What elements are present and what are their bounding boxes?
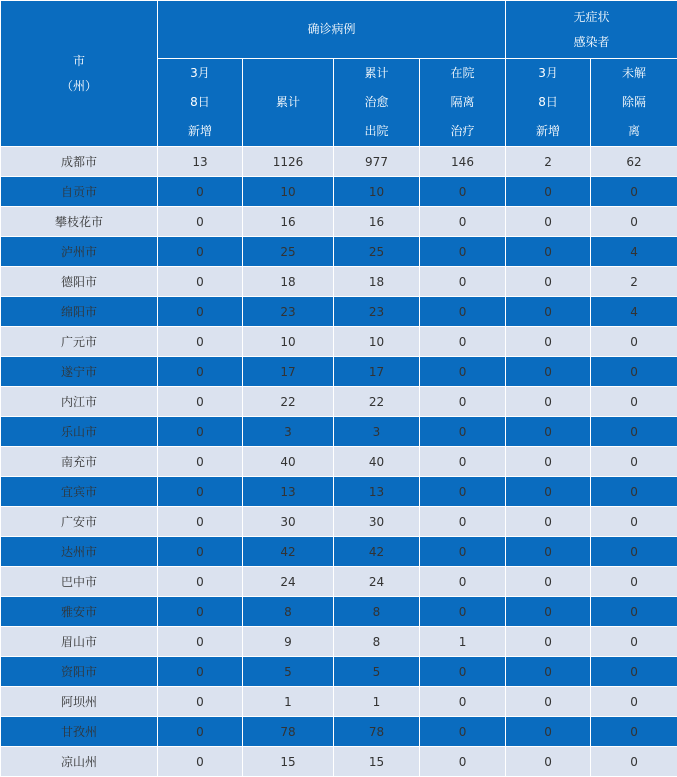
cell-city: 自贡市 bbox=[1, 177, 158, 207]
cell-total: 23 bbox=[243, 297, 334, 327]
cell-asym-new: 0 bbox=[506, 597, 591, 627]
table-row bbox=[1, 147, 677, 177]
table-row bbox=[1, 657, 677, 687]
cell-city: 泸州市 bbox=[1, 237, 158, 267]
cell-recovered: 8 bbox=[334, 627, 420, 657]
cell-asym-new: 0 bbox=[506, 687, 591, 717]
cell-new: 0 bbox=[158, 687, 243, 717]
cell-total: 3 bbox=[243, 417, 334, 447]
cell-city: 成都市 bbox=[1, 147, 158, 177]
table-body bbox=[1, 147, 677, 777]
cell-recovered: 5 bbox=[334, 657, 420, 687]
table-row bbox=[1, 237, 677, 267]
cell-asym-new: 0 bbox=[506, 387, 591, 417]
header-asymptomatic-label: 无症状 感染者 bbox=[573, 9, 610, 49]
cell-total: 9 bbox=[243, 627, 334, 657]
cell-recovered: 40 bbox=[334, 447, 420, 477]
cell-hospitalized: 0 bbox=[420, 657, 506, 687]
cell-recovered: 15 bbox=[334, 747, 420, 777]
cell-asym-new: 0 bbox=[506, 207, 591, 237]
cell-hospitalized: 0 bbox=[420, 537, 506, 567]
cell-asym-isolated: 0 bbox=[591, 477, 677, 507]
cell-asym-isolated: 0 bbox=[591, 537, 677, 567]
table-row bbox=[1, 447, 677, 477]
cell-total: 5 bbox=[243, 657, 334, 687]
table-row bbox=[1, 747, 677, 777]
cell-new: 0 bbox=[158, 717, 243, 747]
cell-city: 资阳市 bbox=[1, 657, 158, 687]
cell-asym-new: 0 bbox=[506, 267, 591, 297]
header-col-new: 3月 8日 新增 bbox=[158, 59, 243, 147]
cell-asym-isolated: 0 bbox=[591, 747, 677, 777]
cell-new: 0 bbox=[158, 237, 243, 267]
cell-hospitalized: 0 bbox=[420, 687, 506, 717]
cell-total: 25 bbox=[243, 237, 334, 267]
cell-city: 广安市 bbox=[1, 507, 158, 537]
cell-new: 0 bbox=[158, 327, 243, 357]
cell-asym-isolated: 0 bbox=[591, 177, 677, 207]
cell-asym-isolated: 0 bbox=[591, 387, 677, 417]
cell-asym-isolated: 0 bbox=[591, 447, 677, 477]
cell-asym-new: 0 bbox=[506, 237, 591, 267]
cell-city: 德阳市 bbox=[1, 267, 158, 297]
cell-hospitalized: 0 bbox=[420, 567, 506, 597]
cell-total: 1 bbox=[243, 687, 334, 717]
cell-new: 0 bbox=[158, 207, 243, 237]
cell-total: 15 bbox=[243, 747, 334, 777]
cell-hospitalized: 0 bbox=[420, 747, 506, 777]
cell-new: 0 bbox=[158, 627, 243, 657]
table-row bbox=[1, 207, 677, 237]
cell-hospitalized: 0 bbox=[420, 477, 506, 507]
cell-asym-new: 0 bbox=[506, 507, 591, 537]
cell-asym-isolated: 0 bbox=[591, 417, 677, 447]
cell-hospitalized: 146 bbox=[420, 147, 506, 177]
table-row bbox=[1, 177, 677, 207]
header-col-total: 累计 bbox=[243, 59, 334, 147]
cell-new: 0 bbox=[158, 447, 243, 477]
cell-asym-isolated: 4 bbox=[591, 237, 677, 267]
cell-new: 0 bbox=[158, 357, 243, 387]
cell-total: 30 bbox=[243, 507, 334, 537]
table-row bbox=[1, 327, 677, 357]
cell-asym-isolated: 0 bbox=[591, 327, 677, 357]
cell-asym-new: 0 bbox=[506, 717, 591, 747]
cell-asym-isolated: 2 bbox=[591, 267, 677, 297]
cell-asym-new: 0 bbox=[506, 297, 591, 327]
cell-asym-new: 0 bbox=[506, 357, 591, 387]
cell-hospitalized: 0 bbox=[420, 717, 506, 747]
cell-asym-isolated: 0 bbox=[591, 627, 677, 657]
cell-recovered: 8 bbox=[334, 597, 420, 627]
cell-recovered: 22 bbox=[334, 387, 420, 417]
cell-city: 攀枝花市 bbox=[1, 207, 158, 237]
header-col-asym-isolated: 未解 除隔 离 bbox=[591, 59, 677, 147]
cell-city: 达州市 bbox=[1, 537, 158, 567]
cell-hospitalized: 0 bbox=[420, 597, 506, 627]
cell-asym-new: 2 bbox=[506, 147, 591, 177]
cell-new: 13 bbox=[158, 147, 243, 177]
cell-asym-new: 0 bbox=[506, 747, 591, 777]
cell-asym-new: 0 bbox=[506, 447, 591, 477]
cell-new: 0 bbox=[158, 537, 243, 567]
cell-asym-isolated: 0 bbox=[591, 207, 677, 237]
cell-total: 1126 bbox=[243, 147, 334, 177]
header-city bbox=[1, 1, 158, 147]
cell-total: 10 bbox=[243, 327, 334, 357]
cell-hospitalized: 0 bbox=[420, 327, 506, 357]
cell-recovered: 13 bbox=[334, 477, 420, 507]
header-city-label: 市 （州） bbox=[60, 53, 97, 93]
cell-hospitalized: 0 bbox=[420, 387, 506, 417]
cell-city: 南充市 bbox=[1, 447, 158, 477]
table-row bbox=[1, 717, 677, 747]
cell-asym-isolated: 0 bbox=[591, 687, 677, 717]
table-row bbox=[1, 297, 677, 327]
cell-hospitalized: 0 bbox=[420, 267, 506, 297]
cell-city: 广元市 bbox=[1, 327, 158, 357]
table-row bbox=[1, 357, 677, 387]
cell-recovered: 18 bbox=[334, 267, 420, 297]
cell-asym-isolated: 62 bbox=[591, 147, 677, 177]
cell-recovered: 17 bbox=[334, 357, 420, 387]
header-col-asym-new: 3月 8日 新增 bbox=[506, 59, 591, 147]
cell-city: 遂宁市 bbox=[1, 357, 158, 387]
cell-total: 24 bbox=[243, 567, 334, 597]
cell-asym-new: 0 bbox=[506, 537, 591, 567]
cell-recovered: 1 bbox=[334, 687, 420, 717]
cell-total: 16 bbox=[243, 207, 334, 237]
cell-asym-isolated: 0 bbox=[591, 717, 677, 747]
cell-city: 凉山州 bbox=[1, 747, 158, 777]
cell-asym-new: 0 bbox=[506, 177, 591, 207]
cell-new: 0 bbox=[158, 177, 243, 207]
cell-asym-new: 0 bbox=[506, 627, 591, 657]
cell-asym-isolated: 0 bbox=[591, 597, 677, 627]
table-row bbox=[1, 267, 677, 297]
cell-asym-isolated: 0 bbox=[591, 357, 677, 387]
table-row bbox=[1, 507, 677, 537]
cell-city: 巴中市 bbox=[1, 567, 158, 597]
cell-recovered: 3 bbox=[334, 417, 420, 447]
cell-new: 0 bbox=[158, 417, 243, 447]
cell-recovered: 10 bbox=[334, 327, 420, 357]
cell-asym-new: 0 bbox=[506, 657, 591, 687]
cell-asym-isolated: 4 bbox=[591, 297, 677, 327]
table-header bbox=[1, 1, 677, 147]
cell-total: 8 bbox=[243, 597, 334, 627]
cell-hospitalized: 0 bbox=[420, 207, 506, 237]
table-row bbox=[1, 477, 677, 507]
table-row bbox=[1, 567, 677, 597]
header-col-hospitalized: 在院 隔离 治疗 bbox=[420, 59, 506, 147]
header-col-recovered: 累计 治愈 出院 bbox=[334, 59, 420, 147]
cell-recovered: 78 bbox=[334, 717, 420, 747]
cell-total: 40 bbox=[243, 447, 334, 477]
table-row bbox=[1, 537, 677, 567]
cell-hospitalized: 0 bbox=[420, 447, 506, 477]
cell-asym-new: 0 bbox=[506, 477, 591, 507]
cell-hospitalized: 0 bbox=[420, 357, 506, 387]
cell-hospitalized: 0 bbox=[420, 237, 506, 267]
cell-hospitalized: 0 bbox=[420, 507, 506, 537]
header-asymptomatic-group bbox=[506, 1, 677, 59]
cell-hospitalized: 0 bbox=[420, 297, 506, 327]
cell-recovered: 23 bbox=[334, 297, 420, 327]
cell-new: 0 bbox=[158, 477, 243, 507]
cell-recovered: 25 bbox=[334, 237, 420, 267]
cell-recovered: 16 bbox=[334, 207, 420, 237]
cell-new: 0 bbox=[158, 657, 243, 687]
cell-city: 雅安市 bbox=[1, 597, 158, 627]
cell-asym-new: 0 bbox=[506, 417, 591, 447]
cell-asym-new: 0 bbox=[506, 327, 591, 357]
cell-new: 0 bbox=[158, 297, 243, 327]
cell-recovered: 42 bbox=[334, 537, 420, 567]
cell-new: 0 bbox=[158, 747, 243, 777]
cell-city: 甘孜州 bbox=[1, 717, 158, 747]
cell-asym-isolated: 0 bbox=[591, 567, 677, 597]
cell-city: 宜宾市 bbox=[1, 477, 158, 507]
header-confirmed-label: 确诊病例 bbox=[307, 22, 356, 36]
cell-hospitalized: 0 bbox=[420, 417, 506, 447]
cell-city: 阿坝州 bbox=[1, 687, 158, 717]
cell-new: 0 bbox=[158, 507, 243, 537]
cell-hospitalized: 1 bbox=[420, 627, 506, 657]
cell-total: 13 bbox=[243, 477, 334, 507]
cell-total: 42 bbox=[243, 537, 334, 567]
cell-new: 0 bbox=[158, 267, 243, 297]
cell-asym-isolated: 0 bbox=[591, 507, 677, 537]
table-row bbox=[1, 627, 677, 657]
cell-recovered: 24 bbox=[334, 567, 420, 597]
cell-city: 内江市 bbox=[1, 387, 158, 417]
cell-total: 17 bbox=[243, 357, 334, 387]
table-row bbox=[1, 687, 677, 717]
cell-city: 乐山市 bbox=[1, 417, 158, 447]
cell-total: 10 bbox=[243, 177, 334, 207]
table-row bbox=[1, 417, 677, 447]
cell-total: 78 bbox=[243, 717, 334, 747]
cell-asym-new: 0 bbox=[506, 567, 591, 597]
cell-asym-isolated: 0 bbox=[591, 657, 677, 687]
table-row bbox=[1, 597, 677, 627]
cell-city: 眉山市 bbox=[1, 627, 158, 657]
cell-city: 绵阳市 bbox=[1, 297, 158, 327]
table-row bbox=[1, 387, 677, 417]
cell-new: 0 bbox=[158, 567, 243, 597]
cell-total: 18 bbox=[243, 267, 334, 297]
cell-total: 22 bbox=[243, 387, 334, 417]
cell-new: 0 bbox=[158, 597, 243, 627]
cell-recovered: 30 bbox=[334, 507, 420, 537]
cell-hospitalized: 0 bbox=[420, 177, 506, 207]
cell-recovered: 10 bbox=[334, 177, 420, 207]
cell-recovered: 977 bbox=[334, 147, 420, 177]
header-confirmed-group bbox=[158, 1, 506, 59]
cell-new: 0 bbox=[158, 387, 243, 417]
